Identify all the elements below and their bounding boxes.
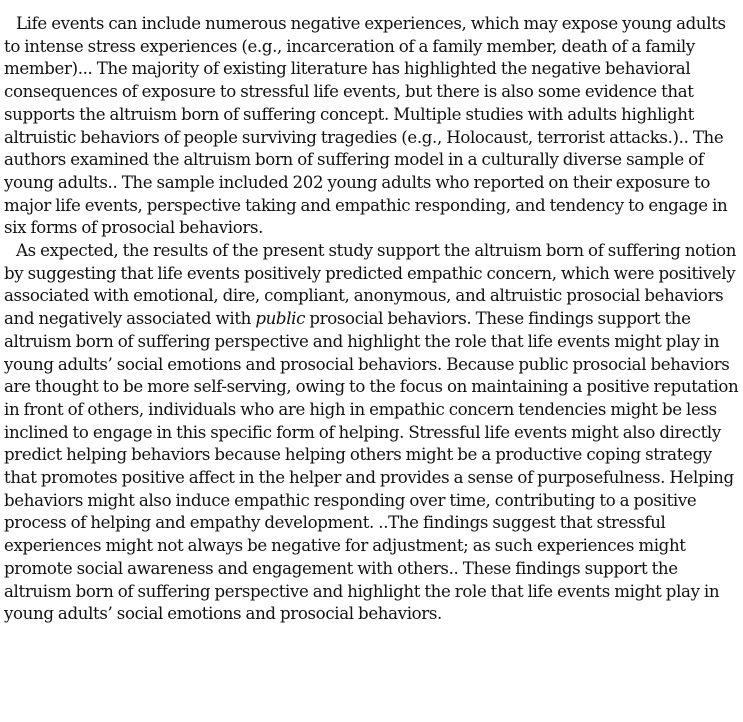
paragraph-1-text: Life events can include numerous negative experiences, which may expose young adults to intense stress experiences (e.g., incarceration of a family member, death of a family member)... The majority of existing literature has highlighted the negative behavioral consequences of exposure to stressful life events, but there is also some evidence that supports the altruism born of suffering concept. Multiple studies with adults highlight altruistic behaviors of people surviving tragedies (e.g., Holocaust, terrorist attacks.).. The authors examined the altruism born of suffering model in a culturally diverse sample of young adults.. The sample included 202 young adults who reported on their exposure to major life events, perspective taking and empathic responding, and tendency to engage in six forms of prosocial behaviors. [4,14,728,238]
paragraph-1 [4,13,739,240]
italic-emphasis: public [255,309,306,329]
paragraph-2 [4,240,739,626]
paragraph-2-text-end: prosocial behaviors. These findings support the altruism born of suffering perspective and highlight the role that life events might play in young adults’ social emotions and prosocial behaviors. Because public prosocial behaviors are thought to be more self-serving, owing to the focus on maintaining a positive reputation in front of others, individuals who are high in empathic concern tendencies might be less inclined to engage in this specific form of helping. Stressful life events might also directly predict helping behaviors because helping others might be a productive coping strategy that promotes positive affect in the helper and provides a sense of purposefulness. Helping behaviors might also induce empathic responding over time, contributing to a positive process of helping and empathy development. ..The findings suggest that stressful experiences might not always be negative for adjustment; as such experiences might promote social awareness and engagement with others.. These findings support the altruism born of suffering perspective and highlight the role that life events might play in young adults’ social emotions and prosocial behaviors. [4,309,739,624]
paragraph-2-text-start: As expected, the results of the present study support the altruism born of suffering notion by suggesting that life events positively predicted empathic concern, which were positively associated with emotional, dire, compliant, anonymous, and altruistic prosocial behaviors and negatively associated with [4,241,737,329]
